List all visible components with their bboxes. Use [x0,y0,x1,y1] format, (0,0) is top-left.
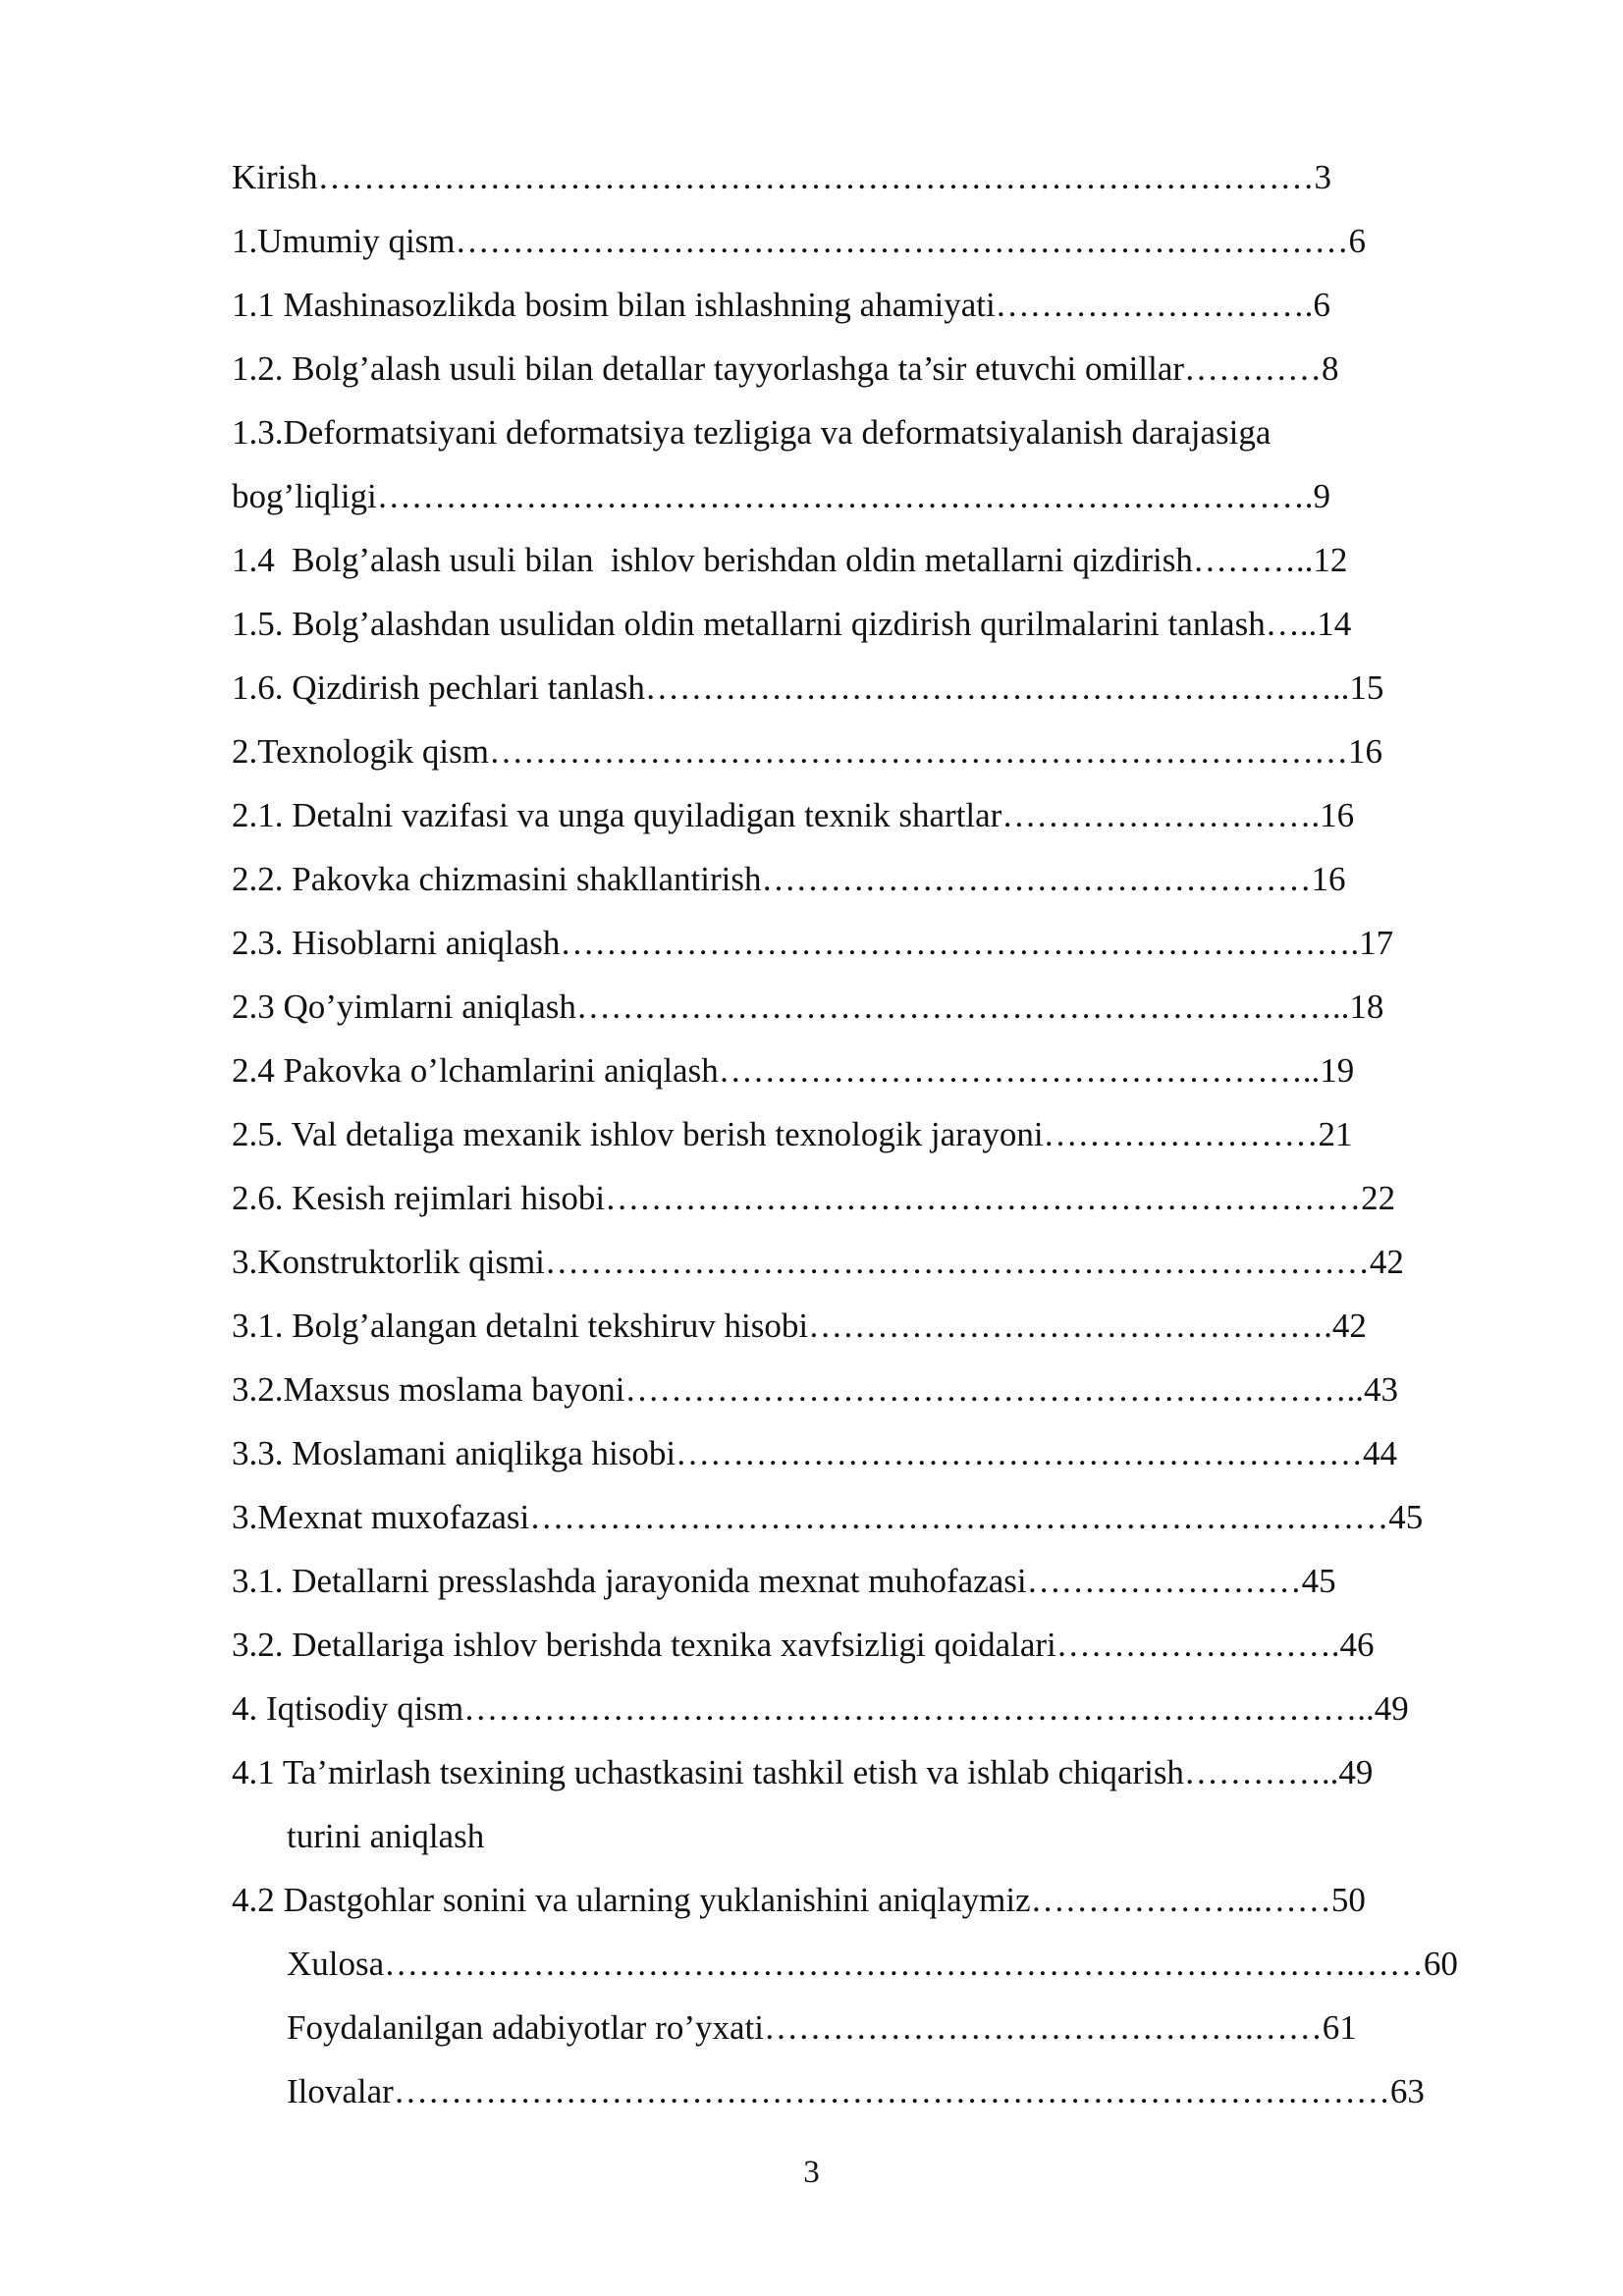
toc-entry: 4.1 Ta’mirlash tsexining uchastkasini tashkil etish va ishlab chiqarish…………..49 [232,1753,1374,1791]
toc-entry: 1.6. Qizdirish pechlari tanlash……………………………………………………..15 [232,668,1384,707]
toc-entry: Xulosa………………………………………………………………………….……60 [287,1945,1458,1983]
toc-entry: 4.2 Dastgohlar sonini va ularning yuklanishini aniqlaymiz………………...……50 [232,1881,1366,1919]
toc-entry: 4. Iqtisodiy qism……………………………………………………………………..49 [232,1689,1409,1728]
toc-entry: 2.1. Detalni vazifasi va unga quyiladigan texnik shartlar……………………….16 [232,796,1355,834]
toc-entry: Foydalanilgan adabiyotlar ro’yxati…………………………………….……61 [287,2008,1357,2047]
toc-entry: 3.2.Maxsus moslama bayoni………………………………………………………..43 [232,1370,1399,1409]
toc-entry: Kirish……………………………………………………………………………3 [232,158,1331,196]
toc-entry: 2.4 Pakovka o’lchamlarini aniqlash……………………………………………..19 [232,1051,1355,1090]
toc-entry: 3.2. Detallariga ishlov berishda texnika xavfsizligi qoidalari…………………….46 [232,1626,1375,1664]
toc-entry: 1.2. Bolg’alash usuli bilan detallar tayyorlashga ta’sir etuvchi omillar…………8 [232,349,1339,388]
toc-entry: 2.2. Pakovka chizmasini shakllantirish…………………………………………16 [232,860,1346,898]
table-of-contents [232,145,1488,2123]
toc-entry: 2.3. Hisoblarni aniqlash…………………………………………………………….17 [232,924,1394,962]
toc-entry: 1.3.Deformatsiyani deformatsiya tezligiga va deformatsiyalanish darajasiga [232,413,1271,452]
toc-entry: 2.6. Kesish rejimlari hisobi…………………………………………………………22 [232,1179,1396,1217]
toc-entry: 3.1. Bolg’alangan detalni tekshiruv hisobi……………………………………….42 [232,1307,1367,1345]
toc-entry: 1.Umumiy qism……………………………………………………………………6 [232,222,1367,260]
toc-entry: bog’liqligi……………………………………………………………………….9 [232,477,1331,515]
toc-entry: 2.Texnologik qism…………………………………………………………………16 [232,732,1382,771]
toc-entry: 2.3 Qo’yimlarni aniqlash…………………………………………………………..18 [232,988,1384,1026]
toc-entry: 1.4 Bolg’alash usuli bilan ishlov berishdan oldin metallarni qizdirish………..12 [232,541,1348,579]
toc-entry: 1.5. Bolg’alashdan usulidan oldin metallarni qizdirish qurilmalarini tanlash…..14 [232,605,1352,643]
toc-entry: 2.5. Val detaliga mexanik ishlov berish texnologik jarayoni……………………21 [232,1115,1353,1153]
toc-entry: 1.1 Mashinasozlikda bosim bilan ishlashning ahamiyati……………………….6 [232,286,1330,324]
toc-entry: 3.3. Moslamani aniqlikga hisobi……………………………………………………44 [232,1434,1398,1472]
toc-entry: 3.Konstruktorlik qismi………………………………………………………………42 [232,1243,1404,1281]
toc-entry: Ilovalar……………………………………………………………………………63 [287,2072,1425,2110]
toc-entry: 3.Mexnat muxofazasi…………………………………………………………………45 [232,1498,1424,1536]
toc-entry: turini aniqlash [287,1817,485,1855]
page-number: 3 [803,2155,820,2190]
toc-entry: 3.1. Detallarni presslashda jarayonida mexnat muhofazasi……………………45 [232,1562,1336,1600]
